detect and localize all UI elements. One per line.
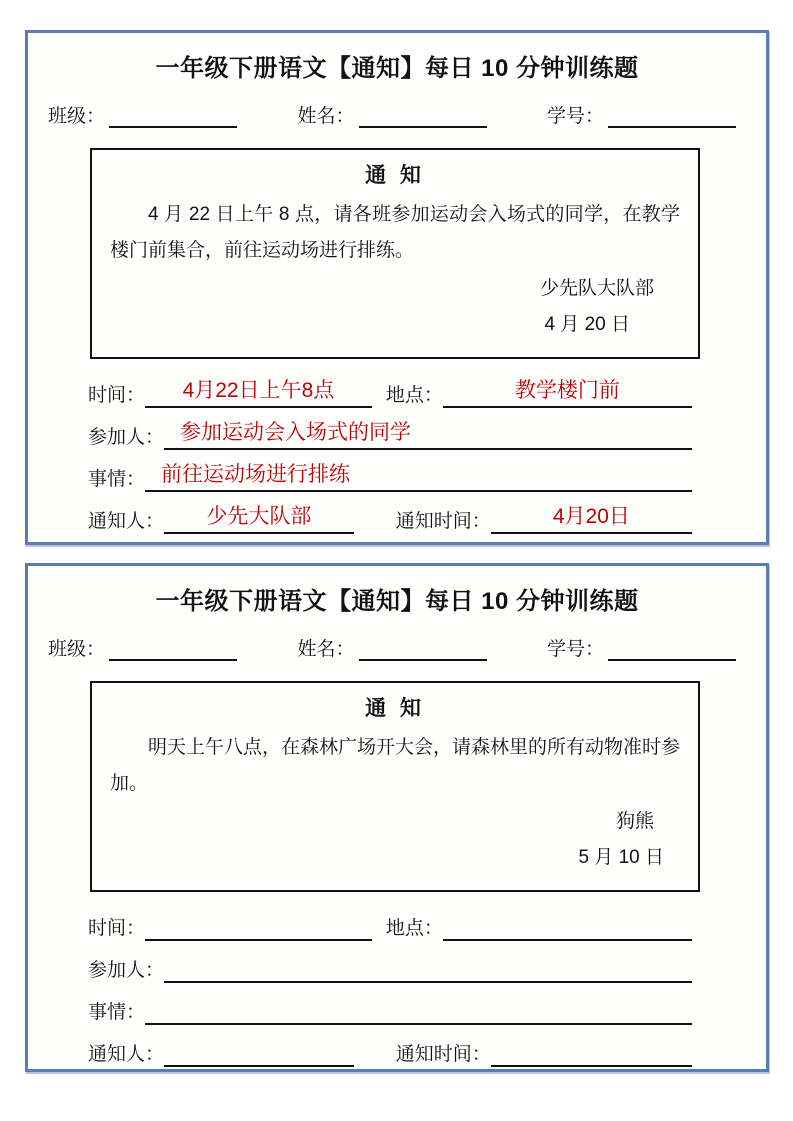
notice-date: 4 月 20 日 xyxy=(544,314,630,335)
location-label: 地点： xyxy=(385,918,443,939)
matter-row xyxy=(88,996,692,1025)
notice-heading: 通 知 xyxy=(365,697,425,720)
matter-field xyxy=(88,997,692,1025)
notifier-row xyxy=(88,1038,692,1067)
name-blank xyxy=(359,639,487,661)
student-no-field xyxy=(547,101,736,128)
name-field xyxy=(297,634,486,661)
notifier-row xyxy=(88,505,692,534)
time-blank xyxy=(145,380,372,408)
notifier-blank xyxy=(164,1039,354,1067)
time-blank xyxy=(145,913,372,941)
matter-label: 事情： xyxy=(88,1002,146,1023)
student-no-blank xyxy=(608,639,736,661)
matter-answer: 前往运动场进行排练 xyxy=(161,463,351,486)
notice-heading: 通 知 xyxy=(365,164,425,187)
name-label: 姓名： xyxy=(297,639,355,660)
class-field xyxy=(48,101,237,128)
worksheet-title: 一年级下册语文【通知】每日 10 分钟训练题 xyxy=(155,55,639,82)
name-blank xyxy=(359,106,487,128)
notify-time-field xyxy=(396,1039,692,1067)
worksheet-title: 一年级下册语文【通知】每日 10 分钟训练题 xyxy=(155,588,639,615)
class-label: 班级： xyxy=(48,106,106,127)
notice-box xyxy=(90,681,700,892)
notify-time-label: 通知时间： xyxy=(395,1044,491,1065)
notifier-field xyxy=(88,1039,354,1067)
notice-box xyxy=(90,148,700,359)
notice-body: 4 月 22 日上午 8 点，请各班参加运动会入场式的同学，在教学楼门前集合，前往运动场进行排练。 xyxy=(110,204,680,261)
notifier-label: 通知人： xyxy=(88,511,165,532)
class-blank xyxy=(109,106,237,128)
student-no-label: 学号： xyxy=(546,639,604,660)
time-label: 时间： xyxy=(88,918,146,939)
notice-body: 明天上午八点，在森林广场开大会，请森林里的所有动物准时参加。 xyxy=(110,737,681,794)
time-field xyxy=(88,380,372,408)
notifier-label: 通知人： xyxy=(88,1044,165,1065)
location-field xyxy=(386,380,692,408)
participants-row xyxy=(88,954,692,983)
student-no-label: 学号： xyxy=(546,106,604,127)
time-location-row xyxy=(88,912,692,941)
participants-label: 参加人： xyxy=(88,427,165,448)
participants-field xyxy=(88,955,692,983)
matter-row xyxy=(88,463,692,492)
notify-time-answer: 4月20日 xyxy=(552,505,630,528)
participants-blank xyxy=(164,422,692,450)
participants-answer: 参加运动会入场式的同学 xyxy=(180,421,412,444)
matter-label: 事情： xyxy=(88,469,146,490)
notifier-answer: 少先大队部 xyxy=(206,505,312,528)
notify-time-blank xyxy=(491,506,692,534)
class-blank xyxy=(109,639,237,661)
time-field xyxy=(88,913,372,941)
notice-signer: 狗熊 xyxy=(615,811,654,832)
time-location-row xyxy=(88,379,692,408)
notice-signer: 少先队大队部 xyxy=(539,278,654,299)
participants-label: 参加人： xyxy=(88,960,165,981)
class-label: 班级： xyxy=(48,639,106,660)
notifier-blank xyxy=(164,506,354,534)
notify-time-field xyxy=(396,506,692,534)
matter-blank xyxy=(145,997,692,1025)
student-id-row xyxy=(48,101,736,128)
location-answer: 教学楼门前 xyxy=(514,379,620,402)
answer-form xyxy=(88,912,692,1067)
class-field xyxy=(48,634,237,661)
notice-date: 5 月 10 日 xyxy=(578,847,664,868)
location-blank xyxy=(443,380,692,408)
location-blank xyxy=(443,913,692,941)
location-field xyxy=(386,913,692,941)
notify-time-label: 通知时间： xyxy=(395,511,491,532)
matter-field xyxy=(88,464,692,492)
matter-blank xyxy=(145,464,692,492)
student-no-field xyxy=(547,634,736,661)
student-id-row xyxy=(48,634,736,661)
participants-field xyxy=(88,422,692,450)
notify-time-blank xyxy=(491,1039,692,1067)
name-field xyxy=(297,101,486,128)
worksheet-card-1 xyxy=(25,30,769,545)
notifier-field xyxy=(88,506,354,534)
worksheet-card-2 xyxy=(25,563,769,1072)
student-no-blank xyxy=(608,106,736,128)
time-answer: 4月22日上午8点 xyxy=(182,379,335,402)
location-label: 地点： xyxy=(385,385,443,406)
name-label: 姓名： xyxy=(297,106,355,127)
participants-blank xyxy=(164,955,692,983)
time-label: 时间： xyxy=(88,385,146,406)
participants-row xyxy=(88,421,692,450)
answer-form xyxy=(88,379,692,534)
